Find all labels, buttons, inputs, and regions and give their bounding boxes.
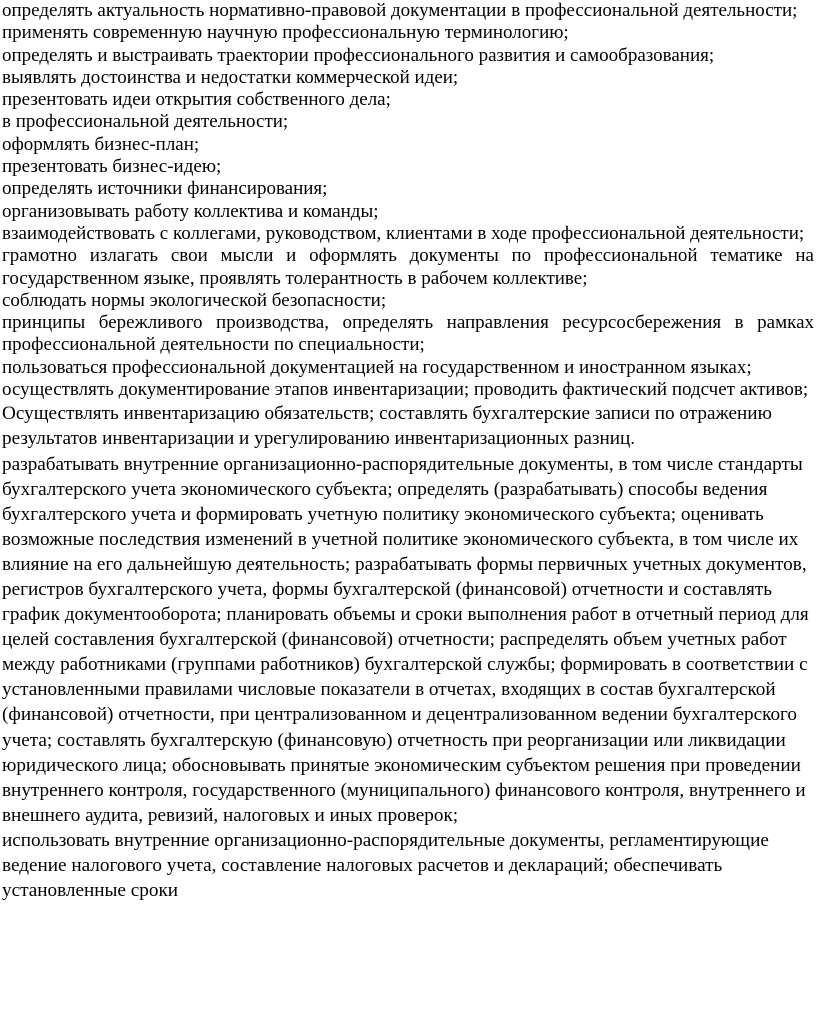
paragraph: выявлять достоинства и недостатки коммерческой идеи; [2,66,459,88]
paragraph: соблюдать нормы экологической безопасности; [2,289,387,311]
paragraph: определять и выстраивать траектории профессионального развития и самообразования; [2,44,715,66]
paragraph: применять современную научную профессиональную терминологию; [2,22,569,44]
paragraph: использовать внутренние организационно-распорядительные документы, регламентирующие ведение налогового учета, составление налоговых расчетов и деклараций; обеспечивать установленные сроки [2,829,769,902]
paragraph: осуществлять документирование этапов инвентаризации; проводить фактический подсчет активов; [2,379,809,401]
paragraph: оформлять бизнес-план; [2,133,200,155]
paragraph: определять источники финансирования; [2,178,328,200]
paragraph: организовывать работу коллектива и команды; [2,200,379,222]
paragraph: пользоваться профессиональной документацией на государственном и иностранном языках; [2,356,752,378]
paragraph: Осуществлять инвентаризацию обязательств; составлять бухгалтерские записи по отражению результатов инвентаризации и урегулированию инвентаризационных разниц. [2,403,772,450]
paragraph: определять актуальность нормативно-правовой документации в профессиональной деятельности; [2,0,798,21]
paragraph: презентовать бизнес-идею; [2,156,222,178]
paragraph: взаимодействовать с коллегами, руководством, клиентами в ходе профессиональной деятельности; [2,222,805,244]
skills-list-bottom [2,401,814,903]
paragraph: грамотно излагать свои мысли и оформлять документы по профессиональной тематике на государственном языке, проявлять толерантность в рабочем коллективе; [2,245,814,289]
paragraph: принципы бережливого производства, определять направления ресурсосбережения в рамках профессиональной деятельности по специальности; [2,312,814,356]
paragraph: разрабатывать внутренние организационно-распорядительные документы, в том числе стандарты бухгалтерского учета экономического субъекта; определять (разрабатывать) способы ведения бухгалтерского учета и формировать учетную политику экономического субъекта; оценивать возможные последствия изменений в учетной политике экономического субъекта, в том числе их влияние на его дальнейшую деятельность; разрабатывать формы первичных учетных документов, регистров бухгалтерского учета, формы бухгалтерской (финансовой) отчетности и составлять график документооборота; планировать объемы и сроки выполнения работ в отчетный период для целей составления бухгалтерской (финансовой) отчетности; распределять объем учетных работ между работниками (группами работников) бухгалтерской службы; формировать в соответствии с установленными правилами числовые показатели в отчетах, входящих в состав бухгалтерской (финансовой) отчетности, при централизованном и децентрализованном ведении бухгалтерского учета; составлять бухгалтерскую (финансовую) отчетность при реорганизации или ликвидации юридического лица; обосновывать принятые экономическим субъектом решения при проведении внутреннего контроля, государственного (муниципального) финансового контроля, внутреннего и внешнего аудита, ревизий, налоговых и иных проверок; [2,453,809,826]
skills-list-top [2,0,814,401]
paragraph: презентовать идеи открытия собственного дела; [2,89,391,111]
paragraph: в профессиональной деятельности; [2,111,289,133]
